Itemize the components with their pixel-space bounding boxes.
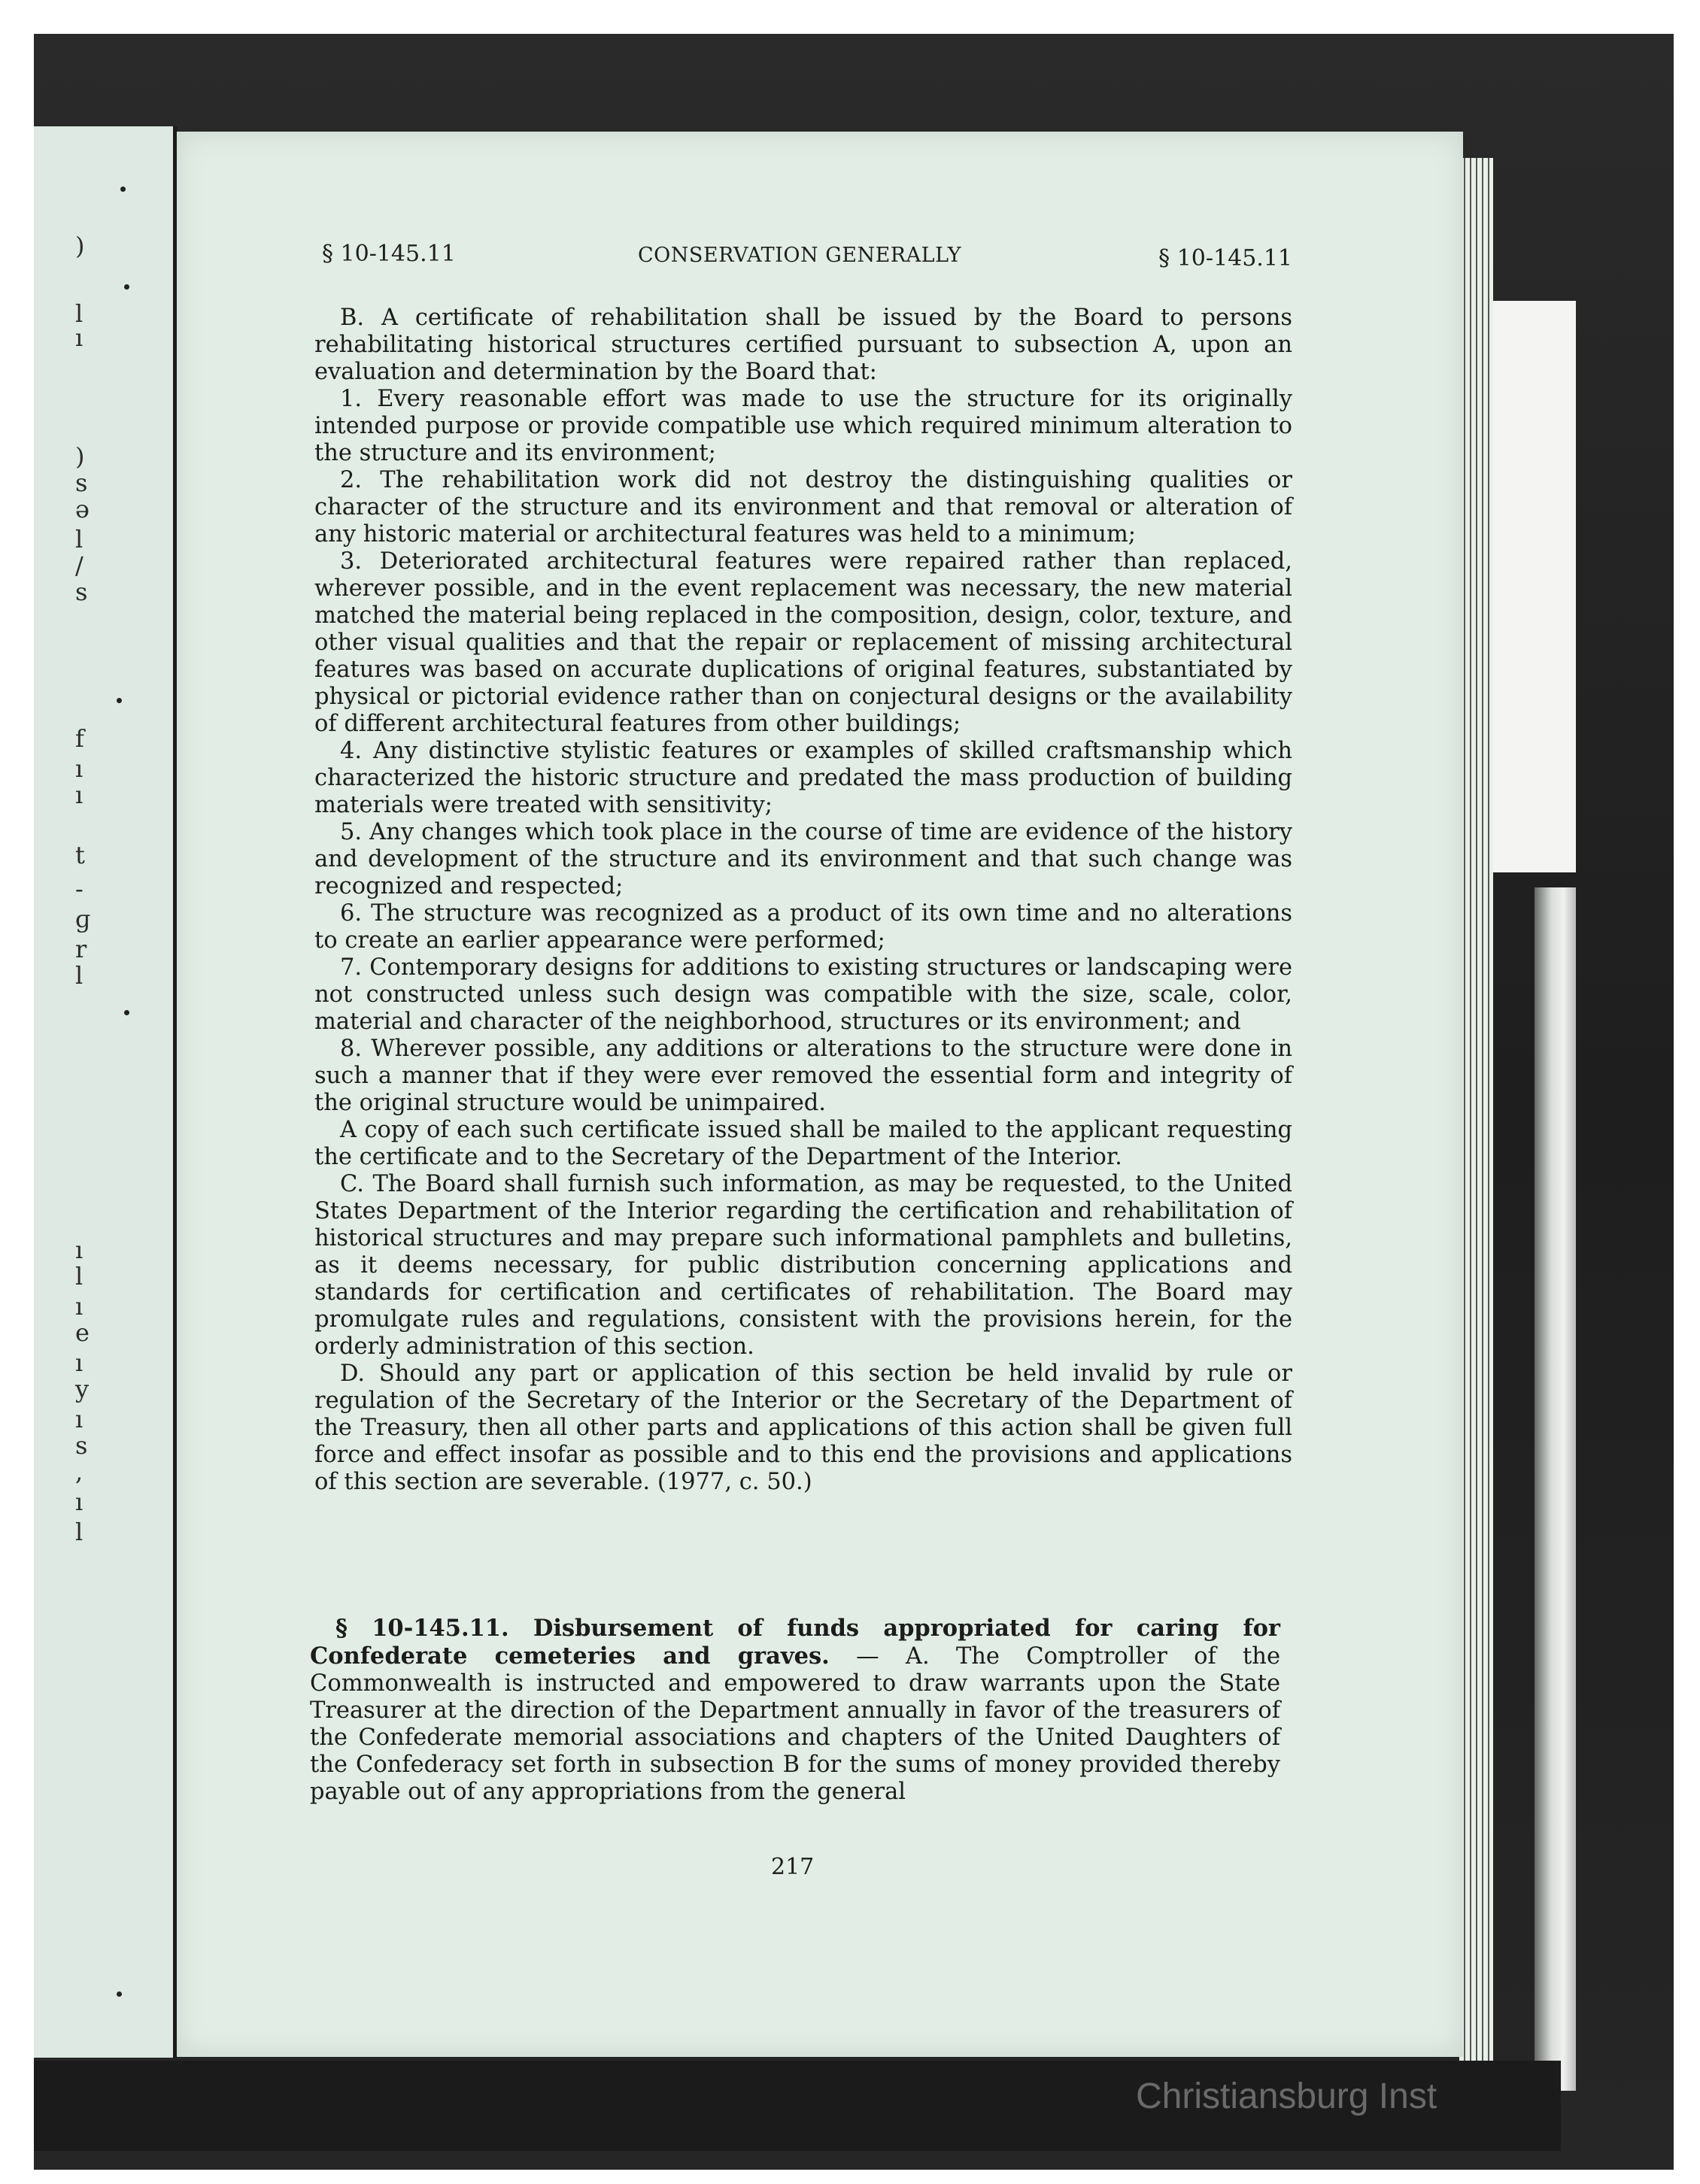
margin-fragment: - <box>75 875 83 903</box>
margin-fragment: , <box>75 1458 83 1486</box>
book-spine-edge <box>1535 887 1576 2091</box>
paragraph: 7. Contemporary designs for additions to existing structures or landscaping were not constructed unless such design was compatible with the size, scale, color, material and character of the neighborhood, structures or its environment; and <box>314 954 1292 1035</box>
paragraph: C. The Board shall furnish such information, as may be requested, to the United States Department of the Interior regarding the certification and rehabilitation of historical structures and may prepare such informational pamphlets and bulletins, as it deems necessary, for public distribution concerning applications and standards for certification and certificates of rehabilitation. The Board may promulgate rules and regulations, consistent with the provisions herein, for the orderly administration of this section. <box>314 1171 1292 1360</box>
margin-fragment: l <box>75 525 83 554</box>
paragraph: 5. Any changes which took place in the course of time are evidence of the history and development of the structure and its environment and that such change was recognized and respected; <box>314 819 1292 899</box>
margin-fragment: ı <box>75 1488 83 1516</box>
margin-speck <box>117 1991 122 1997</box>
margin-speck <box>120 187 126 192</box>
margin-fragment: ) <box>75 442 85 471</box>
page-stack-edges <box>1459 158 1493 2068</box>
section-text: — A. The Comptroller of the Commonwealth is instructed and empowered to draw warrants upon the State Treasurer at the direction of the Department annually in favor of the treasurers of the Confederate memorial associations and chapters of the United Daughters of the Confederacy set forth in subsection B for the sums of money provided thereby payable out of any appropriations from the general <box>310 1643 1280 1805</box>
paragraph: A copy of each such certificate issued shall be mailed to the applicant requesting the certificate and to the Secretary of the Department of the Interior. <box>314 1117 1292 1170</box>
margin-fragment: s <box>75 469 88 497</box>
paragraph: D. Should any part or application of this section be held invalid by rule or regulation of the Secretary of the Interior or the Secretary of the Department of the Treasury, then all other parts and applications of this action shall be given full force and effect insofar as possible and to this end the provisions and applications of this section are severable. (1977, c. 50.) <box>314 1360 1292 1495</box>
paragraph: 2. The rehabilitation work did not destroy the distinguishing qualities or character of the structure and its environment and that removal or alteration of any historic material or architectural features was held to a minimum; <box>314 467 1292 548</box>
section-paragraph <box>310 1615 1280 1806</box>
facing-page-margin-text <box>34 126 124 2058</box>
margin-fragment: r <box>75 935 87 963</box>
margin-speck <box>117 698 122 703</box>
margin-fragment: / <box>75 551 83 580</box>
paragraph: 3. Deteriorated architectural features were repaired rather than replaced, wherever possible, and in the event replacement was necessary, the new material matched the material being replaced in the composition, design, color, texture, and other visual qualities and that the repair or replacement of missing architectural features was based on accurate duplications of original features, substantiated by physical or pictorial evidence rather than on conjectural designs or the availability of different architectural features from other buildings; <box>314 548 1292 737</box>
margin-fragment: ı <box>75 1348 83 1377</box>
paragraph: B. A certificate of rehabilitation shall be issued by the Board to persons rehabilitating historical structures certified pursuant to subsection A, upon an evaluation and determination by the Board that: <box>314 305 1292 385</box>
watermark: Christiansburg Inst <box>1136 2076 1437 2116</box>
page-number: 217 <box>771 1854 815 1880</box>
section-heading: § 10-145.11. Disbursement of funds appropriated for caring for Confederate cemeteries and graves. <box>310 1615 1280 1670</box>
margin-fragment: e <box>75 1318 90 1347</box>
margin-fragment: l <box>75 1262 83 1291</box>
margin-fragment: s <box>75 578 88 606</box>
paragraph: 1. Every reasonable effort was made to use the structure for its originally intended purpose or provide compatible use which required minimum alteration to the structure and its environment; <box>314 386 1292 466</box>
margin-fragment: ı <box>75 754 83 783</box>
margin-fragment: t <box>75 841 85 869</box>
margin-fragment: ɡ <box>75 905 91 933</box>
running-head-right: § 10-145.11 <box>1158 245 1292 271</box>
margin-fragment: ə <box>75 495 90 523</box>
paragraph: 8. Wherever possible, any additions or alterations to the structure were done in such a manner that if they were ever removed the essential form and integrity of the original structure would be unimpaired. <box>314 1036 1292 1116</box>
section-body <box>314 305 1292 1496</box>
margin-fragment: ı <box>75 1236 83 1264</box>
index-tab <box>1493 301 1576 872</box>
margin-fragment: l <box>75 299 83 328</box>
margin-speck <box>124 1010 129 1015</box>
next-section <box>310 1615 1280 1806</box>
paragraph: 6. The structure was recognized as a product of its own time and no alterations to create an earlier appearance were performed; <box>314 900 1292 954</box>
margin-fragment: ı <box>75 1405 83 1433</box>
running-head-left: § 10-145.11 <box>322 241 456 267</box>
margin-fragment: ) <box>75 232 85 260</box>
margin-fragment: ı <box>75 323 83 352</box>
margin-fragment: l <box>75 1518 83 1546</box>
running-head <box>322 241 1292 278</box>
margin-fragment: ı <box>75 781 83 809</box>
running-head-title: CONSERVATION GENERALLY <box>638 244 962 267</box>
facing-page-edge <box>34 126 178 2058</box>
margin-fragment: f <box>75 724 84 753</box>
margin-fragment: l <box>75 961 83 990</box>
margin-fragment: s <box>75 1431 88 1460</box>
margin-speck <box>124 284 129 290</box>
paragraph: 4. Any distinctive stylistic features or examples of skilled craftsmanship which characterized the historic structure and predated the mass production of building materials were treated with sensitivity; <box>314 738 1292 818</box>
margin-fragment: ı <box>75 1292 83 1321</box>
margin-fragment: y <box>75 1375 90 1403</box>
